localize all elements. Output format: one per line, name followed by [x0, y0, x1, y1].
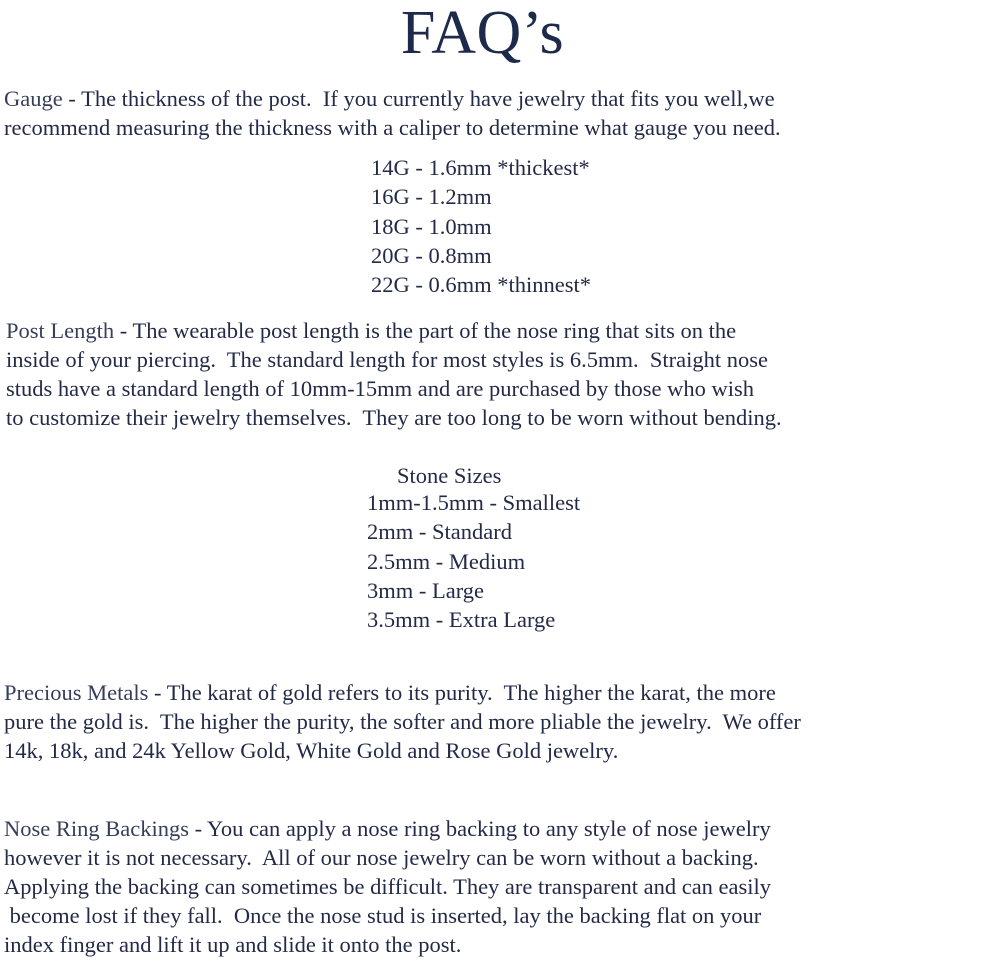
gauge-line-1 [4, 84, 781, 113]
post-length-line-2: inside of your piercing. The standard length for most styles is 6.5mm. Straight nose [6, 347, 768, 372]
page-title: FAQ’s [400, 0, 565, 67]
backings-line-2: however it is not necessary. All of our nose jewelry can be worn without a backing. [4, 845, 759, 870]
post-length-line-4: to customize their jewelry themselves. They are too long to be worn without bending. [6, 405, 782, 430]
stone-size-item: 2.5mm - Medium [367, 548, 526, 574]
precious-metals-label: Precious Metals [4, 680, 149, 705]
backings-line-3: Applying the backing can sometimes be difficult. They are transparent and can easily [4, 874, 772, 899]
gauge-size-item: 14G - 1.6mm *thickest* [371, 155, 590, 180]
backings-text-1: - You can apply a nose ring backing to any style of nose jewelry [189, 816, 771, 841]
nose-ring-backings-paragraph [4, 814, 771, 959]
precious-metals-line-1 [4, 678, 801, 707]
backings-line-4: become lost if they fall. Once the nose stud is inserted, lay the backing flat on your [4, 903, 762, 928]
post-length-paragraph [6, 316, 782, 432]
stone-size-item: 1mm-1.5mm - Smallest [367, 490, 581, 515]
gauge-size-item: 20G - 0.8mm [371, 242, 492, 268]
precious-metals-line-3: 14k, 18k, and 24k Yellow Gold, White Gold and Rose Gold jewelry. [4, 738, 619, 763]
precious-metals-text-1: - The karat of gold refers to its purity. The higher the karat, the more [148, 680, 776, 705]
stone-size-list [367, 488, 580, 634]
gauge-size-item: 16G - 1.2mm [371, 184, 492, 210]
backings-line-1 [4, 814, 771, 843]
gauge-label: Gauge [4, 86, 63, 111]
post-length-text-1: - The wearable post length is the part of the nose ring that sits on the [114, 318, 737, 343]
stone-size-item: 3.5mm - Extra Large [367, 607, 556, 633]
stone-size-item: 3mm - Large [367, 577, 485, 603]
backings-line-5: index finger and lift it up and slide it onto the post. [4, 932, 462, 957]
gauge-text-1: - The thickness of the post. If you currently have jewelry that fits you well,we [62, 86, 775, 111]
gauge-line-2: recommend measuring the thickness with a caliper to determine what gauge you need. [4, 115, 781, 140]
gauge-size-item: 22G - 0.6mm *thinnest* [371, 272, 591, 298]
post-length-line-1 [6, 316, 782, 345]
gauge-paragraph [4, 84, 781, 142]
post-length-line-3: studs have a standard length of 10mm-15mm and are purchased by those who wish [6, 376, 754, 401]
precious-metals-paragraph [4, 678, 801, 765]
stone-size-item: 2mm - Standard [367, 519, 512, 545]
backings-label: Nose Ring Backings [4, 816, 189, 841]
stone-sizes-heading: Stone Sizes [397, 463, 502, 488]
post-length-label: Post Length [6, 318, 115, 343]
gauge-size-list [371, 153, 591, 299]
gauge-size-item: 18G - 1.0mm [371, 213, 492, 239]
precious-metals-line-2: pure the gold is. The higher the purity, the softer and more pliable the jewelry. We offer [4, 709, 801, 734]
